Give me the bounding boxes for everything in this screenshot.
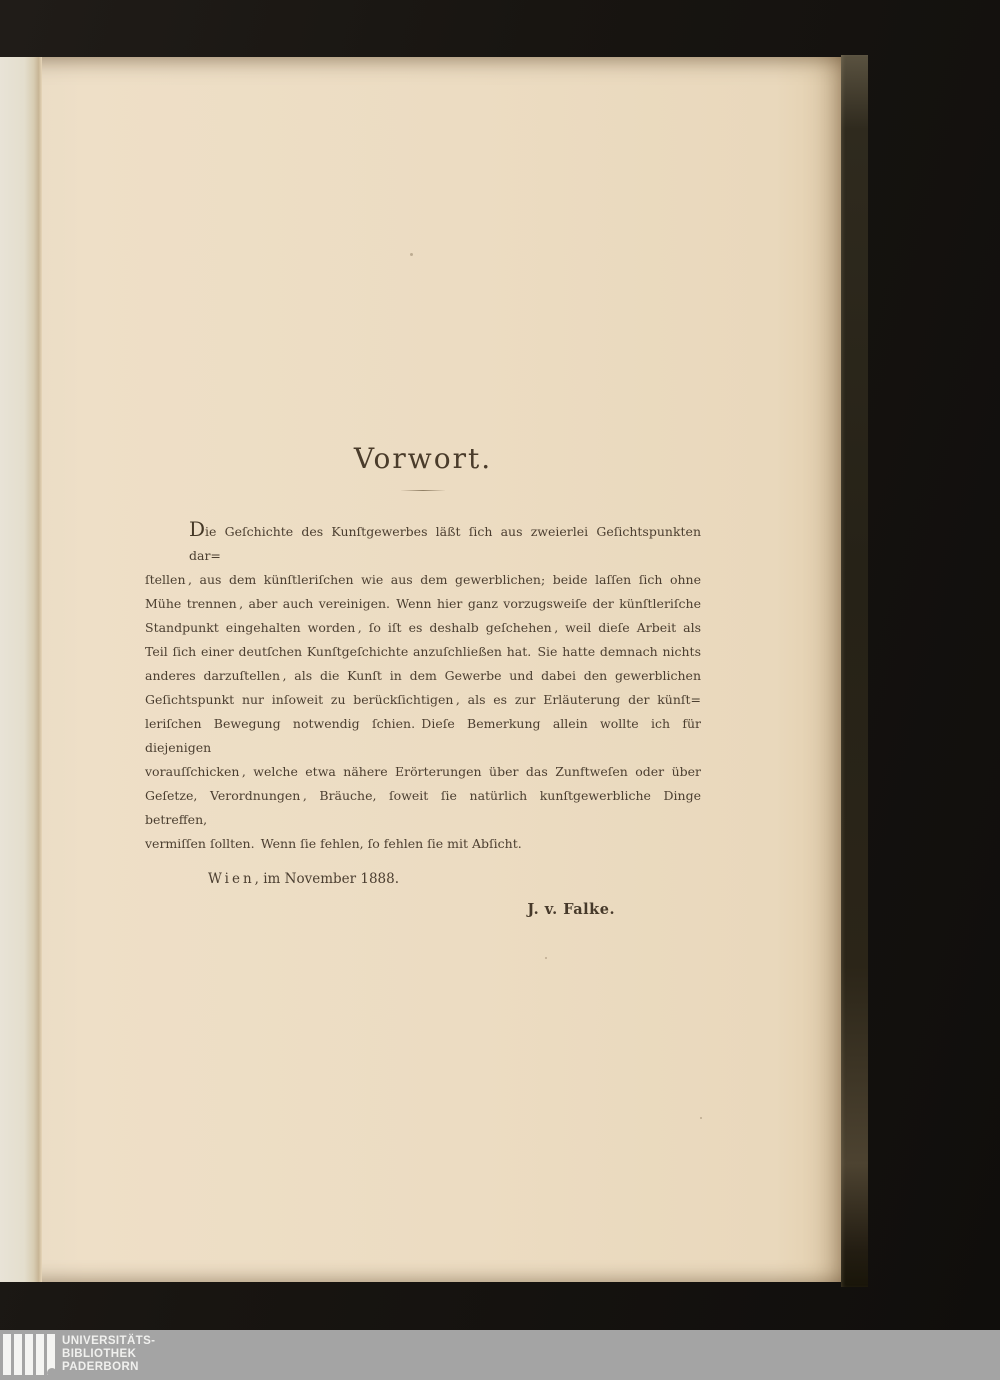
paragraph-line: Geſetze, Verordnungen , Bräuche, ſoweit ſie natürlich kunſtgewerbliche Dinge betreffen, bbox=[145, 788, 701, 827]
library-logo-bars-icon bbox=[3, 1334, 55, 1375]
library-name bbox=[62, 1334, 155, 1374]
paragraph-line: vermiſſen ſollten. Wenn ſie fehlen, ſo fehlen ſie mit Abſicht. bbox=[145, 836, 522, 851]
paragraph-line: leriſchen Bewegung notwendig ſchien. Dieſe Bemerkung allein wollte ich für diejenigen bbox=[145, 716, 701, 755]
paper-speck bbox=[545, 957, 547, 959]
logo-dot bbox=[47, 1368, 57, 1378]
paragraph-line bbox=[145, 517, 701, 568]
library-name-line: UNIVERSITÄTS- bbox=[62, 1335, 156, 1347]
paragraph-line: vorauſſchicken , welche etwa nähere Erörterungen über das Zunftweſen oder über bbox=[145, 764, 701, 779]
page-title: Vorwort. bbox=[353, 442, 493, 475]
paragraph-line: Teil ſich einer deutſchen Kunſtgeſchichte anzuſchließen hat. Sie hatte demnach nichts bbox=[145, 644, 701, 659]
page-content bbox=[145, 443, 701, 920]
book-cover-edge bbox=[841, 55, 868, 1287]
paragraph-line: Standpunkt eingehalten worden , ſo iſt es deshalb geſchehen , weil dieſe Arbeit als bbox=[145, 620, 701, 635]
paper-speck bbox=[700, 1117, 702, 1119]
library-watermark-band bbox=[0, 1330, 1000, 1380]
paragraph-line: Mühe trennen , aber auch vereinigen. Wenn hier ganz vorzugsweiſe der künſtleriſche bbox=[145, 596, 701, 611]
logo-bar bbox=[36, 1334, 44, 1375]
library-name-line: PADERBORN bbox=[62, 1361, 139, 1373]
library-logo bbox=[3, 1334, 155, 1375]
paper-speck bbox=[410, 253, 413, 256]
author-signature: J. v. Falke. bbox=[527, 901, 615, 918]
logo-bar bbox=[3, 1334, 11, 1375]
dateline-city: Wien bbox=[208, 871, 255, 887]
logo-bar bbox=[25, 1334, 33, 1375]
paragraph-line-text: ie Geſchichte des Kunſtgewerbes läßt ſich aus zweierlei Geſichtspunkten dar= bbox=[189, 524, 701, 563]
preface-paragraph bbox=[145, 517, 701, 856]
logo-bar bbox=[14, 1334, 22, 1375]
page-fore-edge bbox=[0, 57, 42, 1282]
dateline bbox=[145, 869, 701, 889]
paragraph-line: Geſichtspunkt nur inſoweit zu berückſichtigen , als es zur Erläuterung der künſt= bbox=[145, 692, 701, 707]
drop-cap-initial: D bbox=[189, 517, 206, 541]
book-page-scan bbox=[0, 57, 843, 1282]
paragraph-line: anderes darzuſtellen , als die Kunſt in dem Gewerbe und dabei den gewerblichen bbox=[145, 668, 701, 683]
paragraph-line: ſtellen , aus dem künſtleriſchen wie aus dem gewerblichen; beide laſſen ſich ohne bbox=[145, 572, 701, 587]
library-name-line: BIBLIOTHEK bbox=[62, 1348, 137, 1360]
dateline-rest: , im November 1888. bbox=[254, 871, 400, 887]
title-divider bbox=[401, 490, 445, 491]
